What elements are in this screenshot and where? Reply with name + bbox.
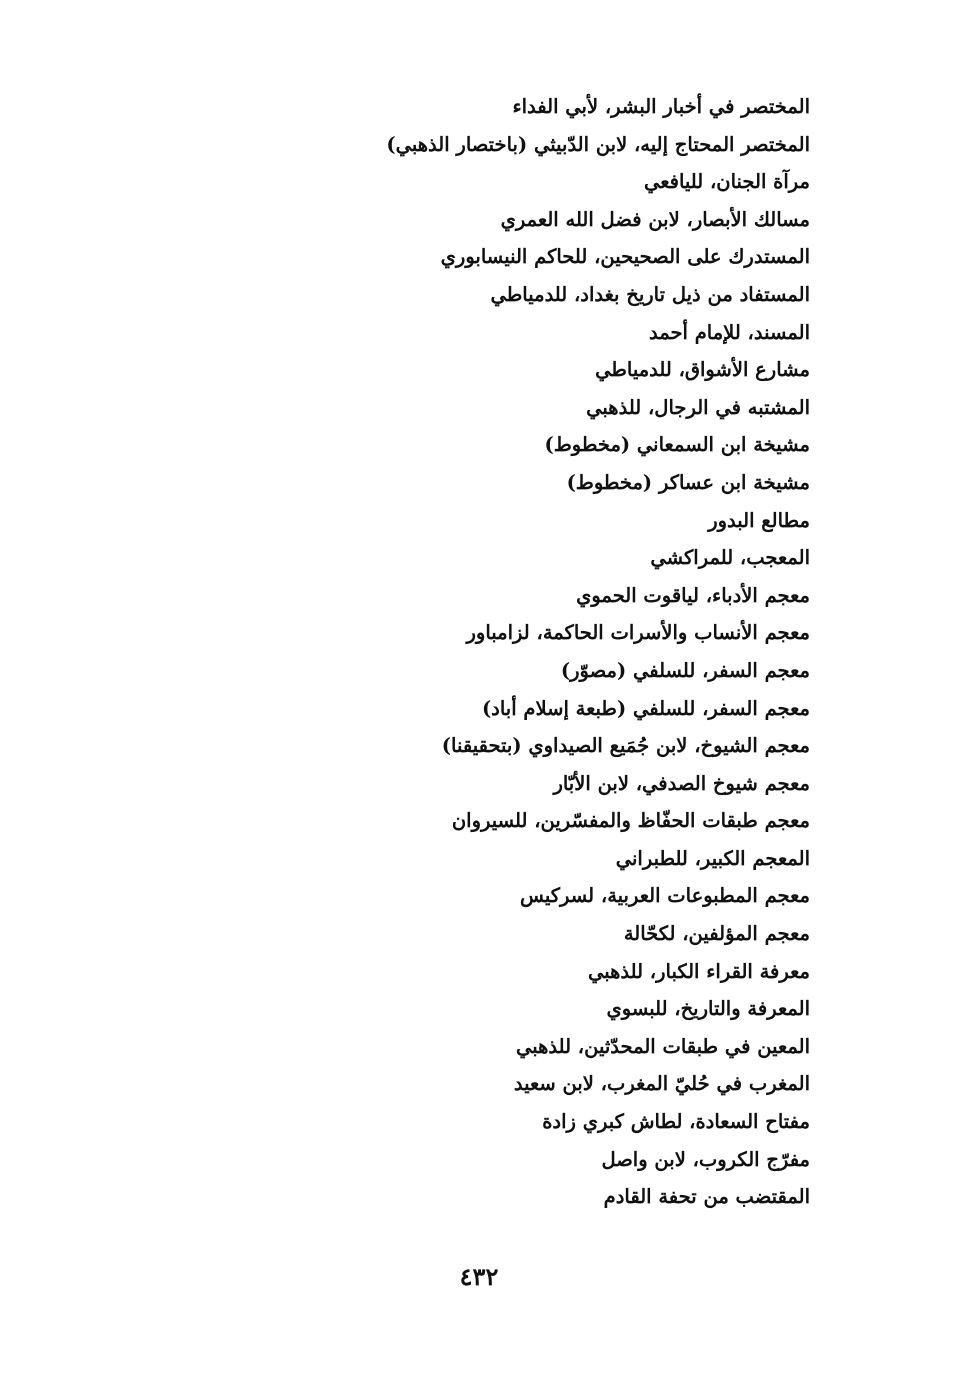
bibliography-entry: مشيخة ابن عساكر (مخطوط) [566,470,810,494]
bibliography-entry: المقتضب من تحفة القادم [603,1185,810,1209]
bibliography-entry: معجم السفر، للسلفي (مصوّر) [560,658,810,682]
bibliography-entry: مشيخة ابن السمعاني (مخطوط) [544,433,810,457]
bibliography-entry: معجم الشيوخ، لابن جُمَيع الصيداوي (بتحقيقنا) [441,734,810,758]
bibliography-entry: معجم الأنساب والأسرات الحاكمة، لزامباور [466,621,810,645]
bibliography-entry: مرآة الجنان، لليافعي [643,170,810,194]
page-number: ٤٣٢ [459,1262,499,1291]
bibliography-entry: المشتبه في الرجال، للذهبي [586,395,810,419]
bibliography-list [290,88,810,1216]
bibliography-entry: المعجب، للمراكشي [650,546,810,570]
bibliography-entry: معجم شيوخ الصدفي، لابن الأبّار [553,771,810,795]
bibliography-entry: المعين في طبقات المحدّثين، للذهبي [515,1034,810,1058]
bibliography-entry: المختصر المحتاج إليه، لابن الدّبيثي (باختصار الذهبي) [386,132,810,156]
bibliography-entry: مشارع الأشواق، للدمياطي [595,358,810,382]
bibliography-entry: المستفاد من ذيل تاريخ بغداد، للدمياطي [490,282,810,306]
bibliography-entry: المعجم الكبير، للطبراني [615,846,810,870]
bibliography-entry: المغرب في حُليّ المغرب، لابن سعيد [513,1072,810,1096]
bibliography-entry: مطالع البدور [708,508,810,532]
bibliography-entry: المختصر في أخبار البشر، لأبي الفداء [512,95,810,118]
bibliography-entry: المستدرك على الصحيحين، للحاكم النيسابوري [440,245,810,269]
bibliography-entry: المسند، للإمام أحمد [648,320,810,344]
bibliography-entry: مسالك الأبصار، لابن فضل الله العمري [500,207,810,231]
bibliography-entry: مفتاح السعادة، لطاش كبري زادة [542,1110,810,1134]
bibliography-entry: معجم المؤلفين، لكحّالة [623,922,810,946]
bibliography-entry: معجم الأدباء، لياقوت الحموي [576,583,810,607]
bibliography-entry: معجم طبقات الحفّاظ والمفسّرين، للسيروان [451,809,810,833]
bibliography-entry: مفرّج الكروب، لابن واصل [601,1147,810,1171]
bibliography-entry: معجم المطبوعات العربية، لسركيس [519,884,810,908]
bibliography-entry: معجم السفر، للسلفي (طبعة إسلام أباد) [481,696,810,720]
bibliography-entry: المعرفة والتاريخ، للبسوي [606,997,810,1021]
bibliography-entry: معرفة القراء الكبار، للذهبي [587,959,810,983]
